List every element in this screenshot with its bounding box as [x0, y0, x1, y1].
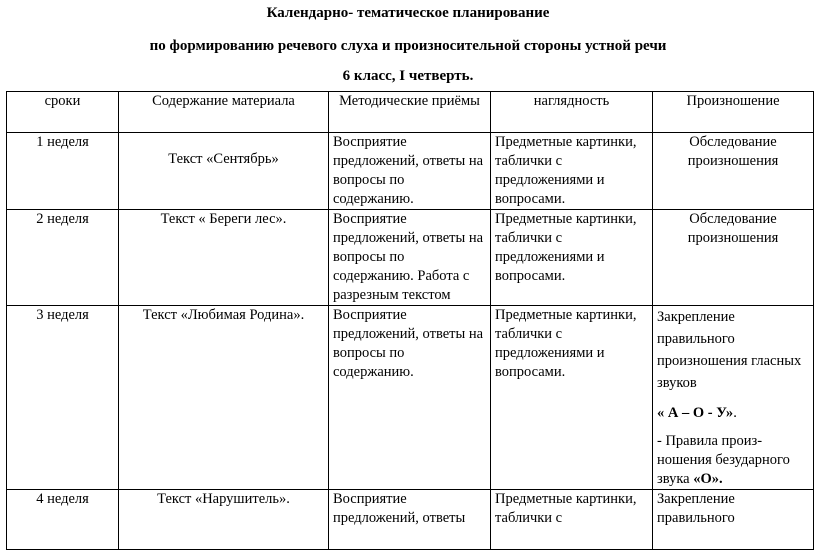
- week-cell: 3 неделя: [7, 306, 119, 490]
- header-visuals: наглядность: [491, 92, 653, 133]
- table-row: [7, 306, 814, 490]
- methods-cell: Восприятие предложений, ответы на вопросы по содержанию.: [329, 133, 491, 210]
- methods-cell: Восприятие предложений, ответы на вопросы по содержанию.: [329, 306, 491, 490]
- pronunciation-sounds: [657, 402, 809, 424]
- content-cell: [119, 133, 329, 210]
- table-row: [7, 133, 814, 210]
- pronunciation-cell: Обследование произношения: [653, 133, 814, 210]
- header-pronunciation: Произношение: [653, 92, 814, 133]
- pronunciation-intro: Закрепление правильного произношения гласных звуков: [657, 309, 802, 391]
- week-cell: 1 неделя: [7, 133, 119, 210]
- visuals-cell: Предметные картинки, таблички с предложениями и вопросами.: [491, 133, 653, 210]
- visuals-cell: Предметные картинки, таблички с: [491, 490, 653, 550]
- pronunciation-cell: Закрепление правильного: [653, 490, 814, 550]
- methods-cell: Восприятие предложений, ответы: [329, 490, 491, 550]
- planning-table: [6, 91, 814, 550]
- header-methods: Методические приёмы: [329, 92, 491, 133]
- table-row: [7, 210, 814, 306]
- visuals-cell: Предметные картинки, таблички с предложениями и вопросами.: [491, 306, 653, 490]
- pronunciation-cell: Обследование произношения: [653, 210, 814, 306]
- pronunciation-cell: [653, 306, 814, 490]
- doc-subtitle: по формированию речевого слуха и произносительной стороны устной речи: [149, 38, 667, 54]
- rule-sound: «О».: [693, 471, 723, 487]
- pronunciation-rule: [657, 432, 809, 489]
- content-text: Текст «Сентябрь»: [168, 151, 279, 167]
- methods-cell: Восприятие предложений, ответы на вопросы по содержанию. Работа с разрезным текстом: [329, 210, 491, 306]
- doc-title: Календарно- тематическое планирование: [266, 5, 550, 21]
- content-cell: Текст «Любимая Родина».: [119, 306, 329, 490]
- header-terms: сроки: [7, 92, 119, 133]
- sounds-end: .: [733, 405, 737, 421]
- header-content: Содержание материала: [119, 92, 329, 133]
- doc-class-quarter: 6 класс, I четверть.: [342, 68, 474, 84]
- sounds-text: « А – О - У»: [657, 405, 734, 421]
- content-cell: Текст « Береги лес».: [119, 210, 329, 306]
- table-header-row: [7, 92, 814, 133]
- content-cell: Текст «Нарушитель».: [119, 490, 329, 550]
- week-cell: 4 неделя: [7, 490, 119, 550]
- table-row: [7, 490, 814, 550]
- week-cell: 2 неделя: [7, 210, 119, 306]
- visuals-cell: Предметные картинки, таблички с предложениями и вопросами.: [491, 210, 653, 306]
- rule-text: - Правила произ- ношения безударного звука: [657, 433, 790, 487]
